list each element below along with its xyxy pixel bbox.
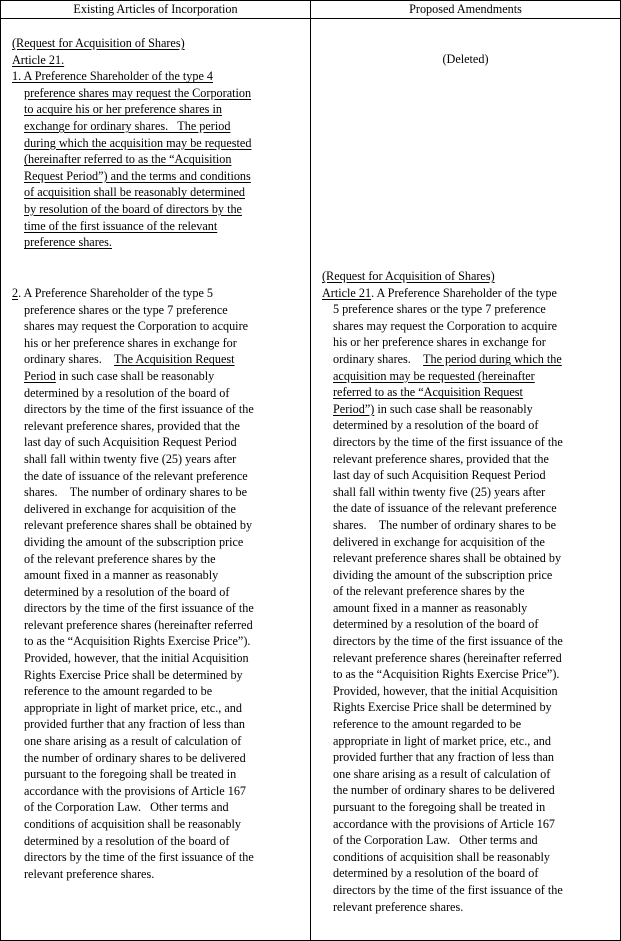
header-divider bbox=[0, 18, 621, 19]
header-proposed-amendments: Proposed Amendments bbox=[409, 2, 522, 16]
text-line bbox=[322, 434, 563, 451]
text-segment: reference to the amount regarded to be bbox=[333, 717, 522, 732]
text-segment: one share arising as a result of calculation of bbox=[333, 766, 551, 781]
text-line bbox=[12, 633, 254, 650]
text-segment: of the relevant preference shares by the bbox=[333, 584, 525, 599]
text-line bbox=[12, 750, 254, 767]
text-line bbox=[322, 699, 563, 716]
text-line bbox=[12, 484, 254, 501]
text-line bbox=[322, 301, 563, 318]
underlined-text: by resolution of the board of directors by the bbox=[24, 201, 242, 216]
text-segment: last day of such Acquisition Request Period bbox=[333, 468, 546, 483]
text-line bbox=[12, 101, 251, 118]
text-line bbox=[322, 799, 563, 816]
text-line bbox=[12, 766, 254, 783]
text-segment: last day of such Acquisition Request Period bbox=[24, 435, 237, 450]
text-line bbox=[12, 650, 254, 667]
existing-article-heading: (Request for Acquisition of Shares) bbox=[12, 36, 185, 50]
column-divider bbox=[310, 0, 311, 941]
text-segment: provided further that any fraction of less than bbox=[24, 717, 245, 732]
underlined-text: 1. A Preference Shareholder of the type 4 bbox=[12, 69, 214, 84]
text-line bbox=[12, 302, 254, 319]
text-line bbox=[12, 368, 254, 385]
text-line bbox=[12, 783, 254, 800]
text-segment: relevant preference shares, provided that the bbox=[333, 451, 549, 466]
text-line bbox=[12, 534, 254, 551]
text-segment: dividing the amount of the subscription price bbox=[24, 534, 244, 549]
text-line bbox=[12, 849, 254, 866]
text-segment: to as the “Acquisition Rights Exercise Price”). bbox=[24, 634, 251, 649]
text-line bbox=[12, 833, 254, 850]
text-line bbox=[12, 517, 254, 534]
underlined-text: Article 21 bbox=[322, 285, 372, 300]
text-segment: amount fixed in a manner as reasonably bbox=[24, 568, 219, 583]
text-segment: appropriate in light of market price, etc., and bbox=[24, 700, 242, 715]
text-segment: shares may request the Corporation to acquire bbox=[333, 318, 558, 333]
text-segment: Provided, however, that the initial Acquisition bbox=[333, 683, 558, 698]
text-segment: the date of issuance of the relevant preference bbox=[333, 501, 557, 516]
text-segment: 5 preference shares or the type 7 preference bbox=[333, 302, 546, 317]
text-segment: of the Corporation Law. Other terms and bbox=[24, 800, 229, 815]
text-line bbox=[322, 500, 563, 517]
text-line bbox=[12, 716, 254, 733]
text-segment: appropriate in light of market price, etc., and bbox=[333, 733, 551, 748]
underlined-text: preference shares may request the Corporation bbox=[24, 85, 252, 100]
text-segment: amount fixed in a manner as reasonably bbox=[333, 600, 528, 615]
text-line bbox=[12, 451, 254, 468]
underlined-text: time of the first issuance of the relevant bbox=[24, 218, 218, 233]
text-segment: determined by a resolution of the board of bbox=[333, 418, 539, 433]
text-segment: directors by the time of the first issuance of the bbox=[24, 850, 254, 865]
text-segment: delivered in exchange for acquisition of the bbox=[24, 501, 236, 516]
existing-paragraph-2 bbox=[12, 285, 254, 882]
text-segment: pursuant to the foregoing shall be treated in bbox=[24, 767, 237, 782]
underlined-text: 2 bbox=[12, 286, 19, 300]
underlined-text: Period”) bbox=[333, 401, 375, 416]
text-line bbox=[12, 68, 251, 85]
text-line bbox=[322, 633, 563, 650]
text-line bbox=[322, 683, 563, 700]
text-line bbox=[12, 501, 254, 518]
underlined-text: The period during which the bbox=[423, 351, 562, 366]
proposed-article-paragraph bbox=[322, 285, 563, 916]
text-segment: shares. The number of ordinary shares to be bbox=[333, 517, 557, 532]
text-line bbox=[12, 351, 254, 368]
text-line bbox=[12, 218, 251, 235]
text-segment: pursuant to the foregoing shall be treated in bbox=[333, 800, 546, 814]
text-line bbox=[12, 335, 254, 352]
text-segment: determined by a resolution of the board of bbox=[333, 617, 539, 632]
text-line bbox=[12, 318, 254, 335]
text-segment: conditions of acquisition shall be reasonably bbox=[24, 817, 241, 831]
text-segment: shares may request the Corporation to acquire bbox=[24, 319, 249, 334]
text-line bbox=[12, 385, 254, 402]
text-line bbox=[322, 650, 563, 667]
text-segment: Provided, however, that the initial Acquisition bbox=[24, 651, 249, 666]
text-line bbox=[12, 285, 254, 302]
text-line bbox=[322, 467, 563, 484]
text-line bbox=[322, 865, 563, 882]
text-segment: accordance with the provisions of Article 167 bbox=[24, 783, 247, 798]
existing-article-number: Article 21. bbox=[12, 52, 65, 67]
text-segment: of the Corporation Law. Other terms and bbox=[333, 833, 538, 848]
text-line bbox=[12, 168, 251, 185]
text-segment: Rights Exercise Price shall be determined by bbox=[333, 700, 552, 715]
text-line bbox=[322, 616, 563, 633]
text-line bbox=[12, 667, 254, 684]
text-segment: his or her preference shares in exchange for bbox=[24, 335, 237, 350]
text-segment: determined by a resolution of the board of bbox=[24, 584, 230, 599]
underlined-text: exchange for ordinary shares. The period bbox=[24, 118, 231, 133]
text-line bbox=[322, 816, 563, 833]
proposed-article-block bbox=[322, 268, 563, 915]
text-line bbox=[12, 85, 251, 102]
underlined-text: preference shares. bbox=[24, 235, 112, 250]
text-segment: dividing the amount of the subscription price bbox=[333, 567, 553, 582]
text-line bbox=[12, 434, 254, 451]
text-segment: delivered in exchange for acquisition of the bbox=[333, 534, 545, 549]
text-line bbox=[322, 882, 563, 899]
text-line bbox=[322, 733, 563, 750]
text-segment: preference shares or the type 7 preference bbox=[24, 302, 228, 317]
text-line bbox=[322, 583, 563, 600]
text-segment: reference to the amount regarded to be bbox=[24, 684, 213, 699]
text-segment: provided further that any fraction of less than bbox=[333, 750, 554, 765]
text-line bbox=[12, 617, 254, 634]
text-segment: relevant preference shares shall be obtained by bbox=[333, 551, 562, 566]
text-segment: relevant preference shares (hereinafter referred bbox=[333, 650, 562, 665]
text-line bbox=[322, 401, 563, 418]
deleted-marker: (Deleted) bbox=[442, 52, 489, 66]
text-line bbox=[12, 816, 254, 833]
text-line bbox=[322, 368, 563, 385]
text-segment: to as the “Acquisition Rights Exercise Price”). bbox=[333, 667, 560, 682]
proposed-deleted-block bbox=[311, 51, 620, 68]
text-line bbox=[12, 551, 254, 568]
underlined-text: to acquire his or her preference shares in bbox=[24, 102, 222, 117]
text-line bbox=[322, 534, 563, 551]
text-segment: ordinary shares. bbox=[333, 351, 424, 366]
text-line bbox=[12, 184, 251, 201]
text-segment: relevant preference shares shall be obtained by bbox=[24, 518, 253, 533]
text-line bbox=[322, 417, 563, 434]
text-segment: conditions of acquisition shall be reasonably bbox=[333, 849, 550, 864]
text-line bbox=[12, 135, 251, 152]
text-line bbox=[12, 234, 251, 251]
proposed-article-heading: (Request for Acquisition of Shares) bbox=[322, 269, 495, 283]
text-line bbox=[322, 666, 563, 683]
text-line bbox=[12, 468, 254, 485]
underlined-text: referred to as the “Acquisition Request bbox=[333, 385, 523, 400]
text-segment: relevant preference shares (hereinafter referred bbox=[24, 617, 253, 632]
text-line bbox=[322, 749, 563, 766]
text-line bbox=[12, 401, 254, 418]
text-line bbox=[12, 683, 254, 700]
text-line bbox=[322, 567, 563, 584]
text-segment: directors by the time of the first issuance of the bbox=[333, 434, 563, 449]
existing-article-block bbox=[12, 35, 251, 251]
text-line bbox=[322, 318, 563, 335]
text-line bbox=[322, 782, 563, 799]
text-line bbox=[12, 118, 251, 135]
text-line bbox=[322, 351, 563, 368]
text-line bbox=[12, 201, 251, 218]
text-segment: determined by a resolution of the board of bbox=[24, 833, 230, 848]
text-line bbox=[322, 285, 563, 302]
text-line bbox=[12, 151, 251, 168]
text-segment: the date of issuance of the relevant preference bbox=[24, 468, 248, 483]
text-line bbox=[12, 418, 254, 435]
text-segment: Rights Exercise Price shall be determined by bbox=[24, 667, 243, 682]
text-line bbox=[12, 584, 254, 601]
existing-paragraph-1 bbox=[12, 68, 251, 251]
text-segment: relevant preference shares. bbox=[333, 899, 464, 914]
text-segment: directors by the time of the first issuance of the bbox=[333, 634, 563, 649]
text-line bbox=[322, 517, 563, 534]
text-segment: accordance with the provisions of Article 167 bbox=[333, 816, 556, 831]
text-segment: ordinary shares. bbox=[24, 352, 115, 367]
text-line bbox=[322, 899, 563, 916]
underlined-text: of acquisition shall be reasonably determined bbox=[24, 185, 245, 200]
underlined-text: acquisition may be requested (hereinafter bbox=[333, 368, 535, 383]
text-segment: directors by the time of the first issuance of the bbox=[333, 882, 563, 897]
text-segment: shall fall within twenty five (25) years after bbox=[24, 451, 237, 466]
text-segment: the number of ordinary shares to be delivered bbox=[24, 750, 246, 765]
existing-paragraph-2-block bbox=[12, 285, 254, 882]
text-segment: directors by the time of the first issuance of the bbox=[24, 601, 254, 616]
text-line bbox=[12, 733, 254, 750]
text-line bbox=[12, 600, 254, 617]
text-line bbox=[322, 451, 563, 468]
underlined-text: The Acquisition Request bbox=[114, 352, 235, 367]
text-segment: his or her preference shares in exchange for bbox=[333, 335, 546, 350]
text-line bbox=[12, 799, 254, 816]
text-segment: one share arising as a result of calculation of bbox=[24, 734, 242, 749]
text-segment: directors by the time of the first issuance of the bbox=[24, 402, 254, 417]
text-line bbox=[12, 567, 254, 584]
text-segment: determined by a resolution of the board of bbox=[24, 385, 230, 400]
text-line bbox=[322, 766, 563, 783]
underlined-text: Period bbox=[24, 368, 56, 383]
text-line bbox=[322, 484, 563, 501]
text-line bbox=[322, 384, 563, 401]
text-segment: the number of ordinary shares to be delivered bbox=[333, 783, 555, 798]
text-line bbox=[12, 700, 254, 717]
text-line bbox=[322, 849, 563, 866]
text-segment: shall fall within twenty five (25) years after bbox=[333, 484, 546, 499]
text-line bbox=[322, 334, 563, 351]
underlined-text: (hereinafter referred to as the “Acquisition bbox=[24, 152, 232, 167]
text-segment: . A Preference Shareholder of the type 5 bbox=[18, 286, 214, 300]
text-segment: in such case shall be reasonably bbox=[55, 368, 215, 383]
text-line bbox=[322, 716, 563, 733]
text-line bbox=[12, 866, 254, 883]
text-segment: . A Preference Shareholder of the type bbox=[371, 285, 557, 300]
underlined-text: Request Period”) and the terms and conditions bbox=[24, 168, 251, 183]
text-segment: determined by a resolution of the board of bbox=[333, 866, 539, 881]
text-segment: of the relevant preference shares by the bbox=[24, 551, 216, 566]
text-segment: in such case shall be reasonably bbox=[374, 401, 533, 416]
text-line bbox=[322, 550, 563, 567]
text-line bbox=[322, 600, 563, 617]
text-segment: relevant preference shares. bbox=[24, 866, 155, 881]
text-segment: shares. The number of ordinary shares to be bbox=[24, 485, 248, 500]
text-line bbox=[322, 832, 563, 849]
header-existing-articles: Existing Articles of Incorporation bbox=[73, 2, 238, 16]
underlined-text: during which the acquisition may be requested bbox=[24, 135, 252, 150]
text-segment: relevant preference shares, provided that the bbox=[24, 418, 240, 433]
